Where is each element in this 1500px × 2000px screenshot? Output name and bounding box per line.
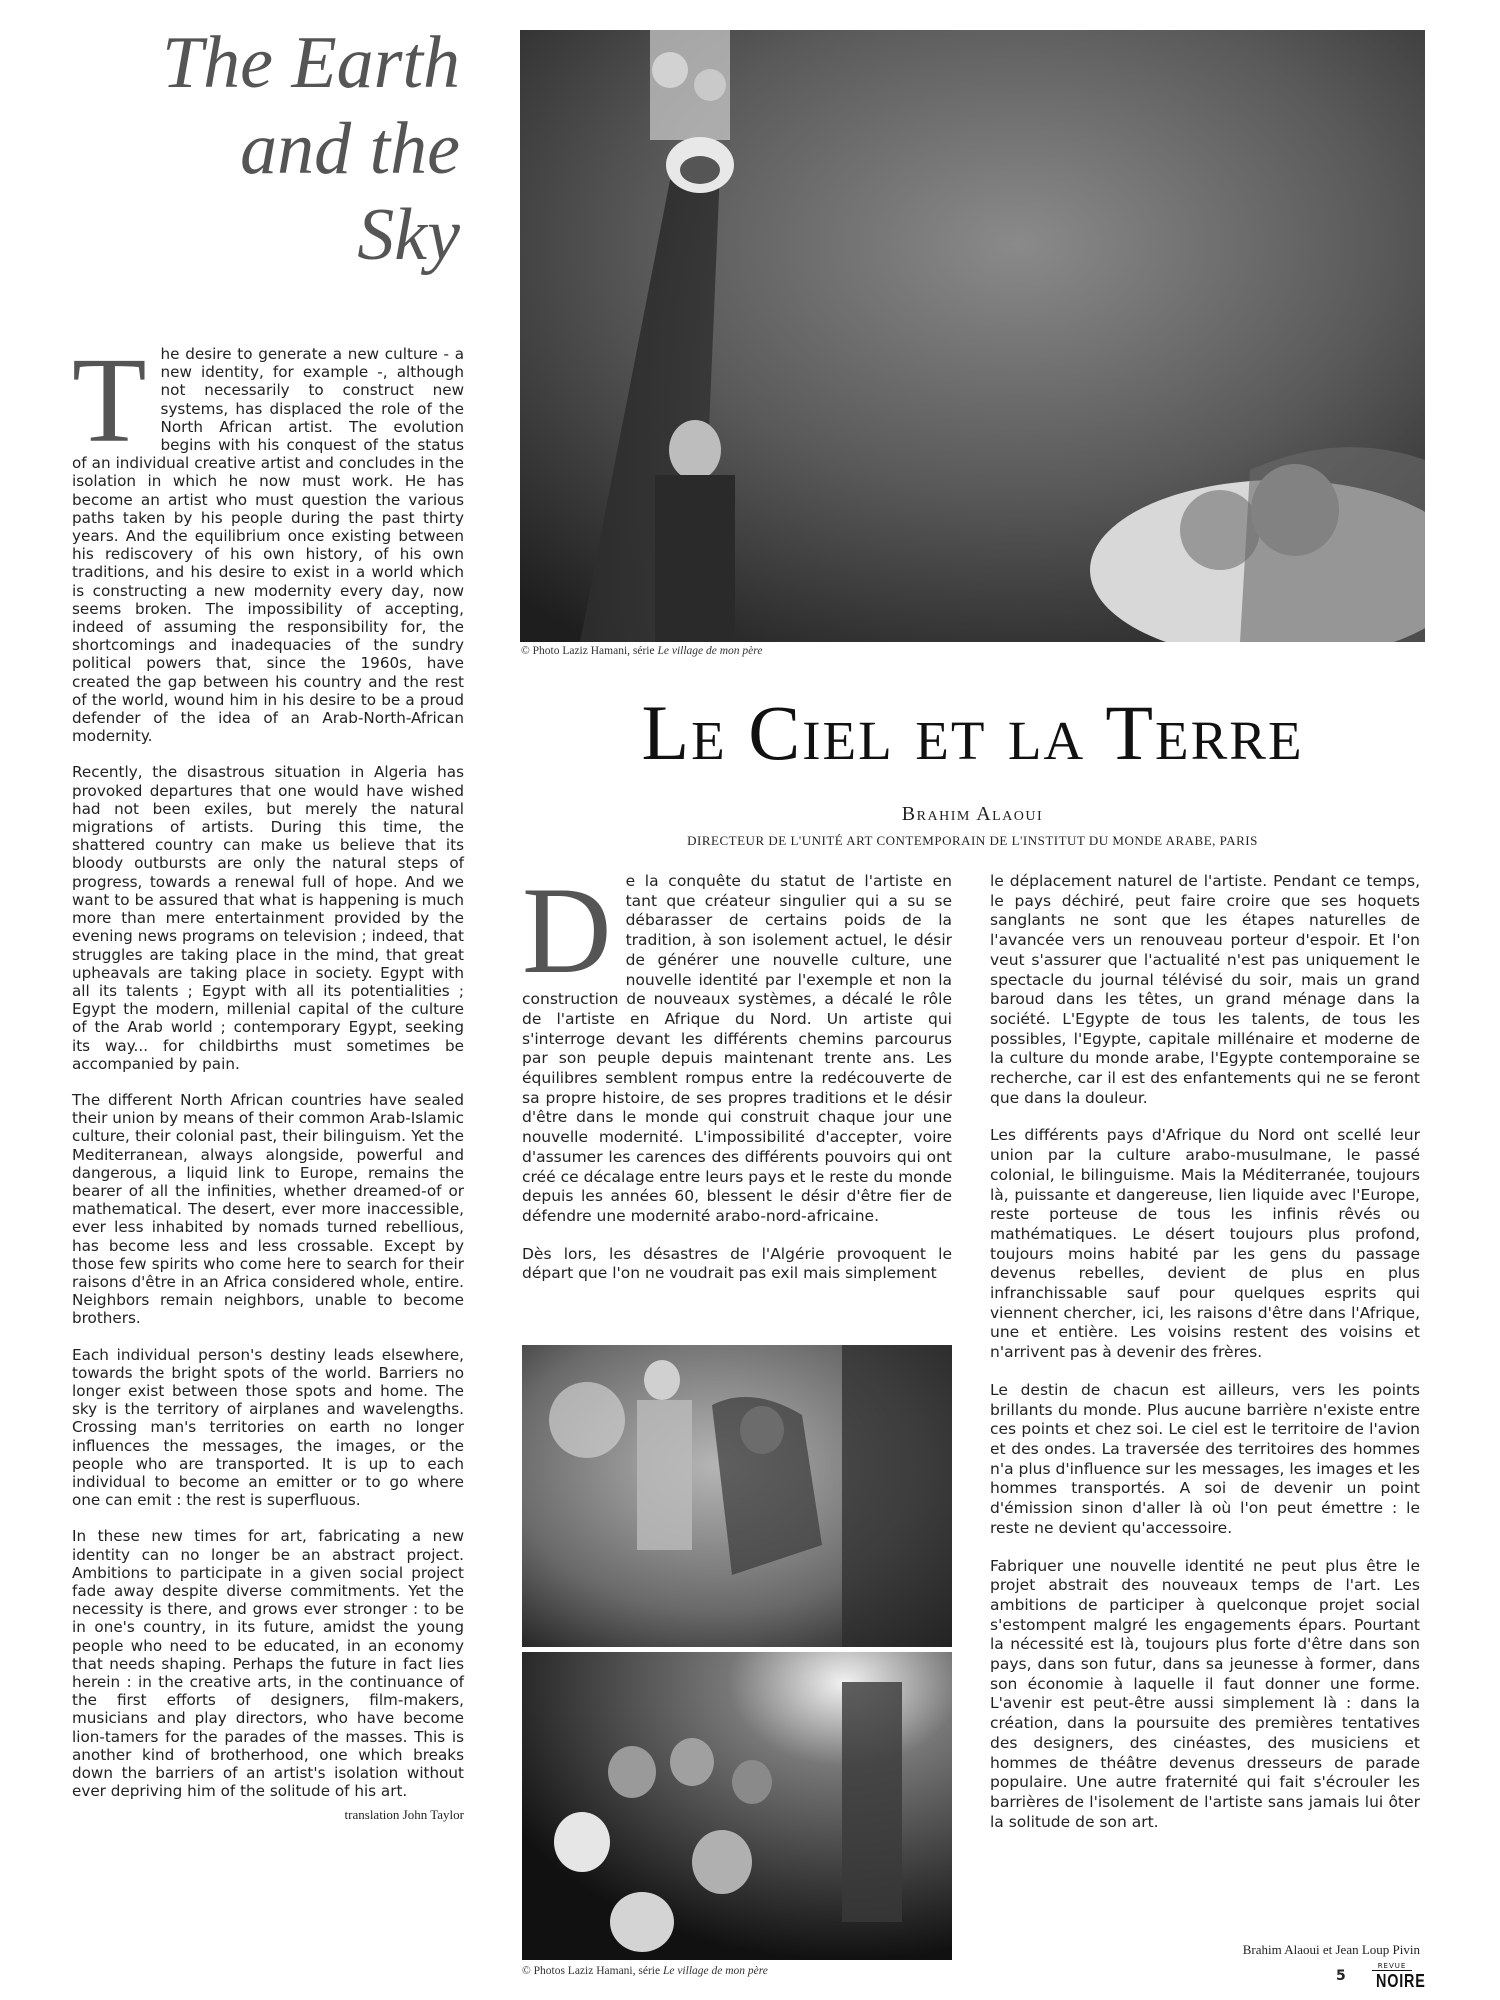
english-paragraph-1-text: he desire to generate a new culture - a new identity, for example -, although not necessarily to construct new systems, has displaced the role of the North African artist. The evolution begins with his conquest of the status of an individual creative artist and concludes in the isolation in which he now must work. He has become an artist who must question the various paths taken by his people during the past thirty years. And the equilibrium once existing between his rediscovery of his own history, of his own traditions, and his desire to exist in a world which is constructing a new modernity every day, now seems broken. The impossibility of accepting, indeed of assuming the responsibility for, the shortcomings and inadequacies of the sundry political powers that, since the 1960s, have created the gap between his country and the rest of the world, wound him in his desire to be a proud defender of the idea of an Arab-North-African modernity. xyxy=(72,345,464,746)
main-photo-image xyxy=(520,30,1425,642)
french-column-2 xyxy=(990,872,1420,1850)
logo-bottom-text: NOIRE xyxy=(1376,1971,1426,1991)
english-paragraph-3: The different North African countries have sealed their union by means of their common Arab-Islamic culture, their colonial past, their bilinguism. Yet the Mediterranean, always alongside, powerful and dangerous, a liquid link to Europe, remains the bearer of all the infinities, whether dreamed-of or mathematical. The desert, ever more inaccessible, ever less inhabited by nomads turned rebellious, has become less and less crossable. Except by those few spirits who come here to search for their raisons d'être in an Africa considered whole, entire. Neighbors remain neighbors, unable to become brothers. xyxy=(72,1090,464,1328)
main-caption-series: Le village de mon père xyxy=(657,645,763,657)
lower-caption-series: Le village de mon père xyxy=(662,1965,768,1977)
lower-photo-2-image xyxy=(522,1652,952,1960)
lower-photos-caption xyxy=(522,1965,768,1977)
page-number: 5 xyxy=(1336,1968,1346,1984)
french-author: Brahim Alaoui xyxy=(901,803,1044,825)
french-paragraph-4: Les différents pays d'Afrique du Nord ont scellé leur union par la culture arabo-musulmane, le passé colonial, le bilinguisme. Mais la Méditerranée, toujours là, puissante et dangereuse, lien liquide avec l'Europe, reste porteuse de tous les infinis rêvés ou mathématiques. Le désert toujours plus profond, toujours moins habité par les gens du passage devenus rebelles, devient de plus en plus infranchissable sauf pour quelques esprits qui viennent chercher, ici, les raisons d'être dans l'Afrique, une et entière. Les voisins restent des voisins et n'arrivent pas à devenir des frères. xyxy=(990,1126,1420,1362)
english-paragraph-4: Each individual person's destiny leads elsewhere, towards the bright spots of the world. Barriers no longer exist between those spots and home. The sky is the territory of airplanes and wavelengths. Crossing man's territories on earth no longer influences the messages, the images, or the people who are transported. It is up to each individual to become an emitter or to go where one can emit : the rest is superfluous. xyxy=(72,1345,464,1510)
main-caption-prefix: © Photo Laziz Hamani, série xyxy=(521,645,658,657)
english-paragraph-5: In these new times for art, fabricating a new identity can no longer be an abstract project. Ambitions to participate in a given social project fade away despite diverse commitments. Yet the necessity is there, and grows ever stronger : to be in one's country, in its future, amidst the young people who need to be educated, in an economy that needs shaping. Perhaps the future in fact lies herein : in the creative arts, in the continuance of the first efforts of designers, film-makers, musicians and play directors, who have become lion-tamers for the parades of the masses. This is another kind of brotherhood, one which breaks down the barriers of an artist's isolation without ever depriving him of the solitude of his art. xyxy=(72,1527,464,1801)
lower-photo-1-image xyxy=(522,1345,952,1647)
english-paragraph-2: Recently, the disastrous situation in Algeria has provoked departures that one would have wished had not been exiles, but merely the natural migrations of artists. During this time, the shattered country can make us believe that its bloody outbursts are only the natural steps of progress, towards a renewal full of hope. And we want to be assured that what is happening is much more than mere entertainment provided by the evening news programs on television ; indeed, that struggles are taking place in the mind, that great upheavals are taking place in society. Egypt with all its talents ; Egypt with all its potentialities ; Egypt the modern, millenial capital of the culture of the Arab world ; contemporary Egypt, seeking its way... for childbirths must sometimes be accompanied by pain. xyxy=(72,763,464,1073)
logo-top-text: REVUE xyxy=(1372,1962,1412,1971)
english-title-line-1: The Earth xyxy=(161,22,460,104)
lower-photo-2 xyxy=(522,1652,952,1960)
french-paragraph-2: Dès lors, les désastres de l'Algérie provoquent le départ que l'on ne voudrait pas exil mais simplement xyxy=(522,1244,952,1283)
french-column-1 xyxy=(522,862,952,1302)
french-paragraph-5: Le destin de chacun est ailleurs, vers les points brillants du monde. Plus aucune barrière n'existe entre ces points et chez soi. Le ciel est le territoire de l'avion et des ondes. La traversée des territoires des hommes n'a plus d'influence sur les messages, les images et les hommes transportés. A soi de devenir un point d'émission sinon d'aller là où l'on peut émettre : le reste ne devient qu'accessoire. xyxy=(990,1380,1420,1537)
main-photo-caption xyxy=(521,645,762,657)
french-paragraph-1-text: e la conquête du statut de l'artiste en tant que créateur singulier qui a su se débarasser de certains poids de la tradition, à son isolement actuel, le désir de générer une nouvelle culture, une nouvelle identité par l'exemple et non la construction de nouveaux systèmes, a décalé le rôle de l'artiste en Afrique du Nord. Un artiste qui s'interroge devant les différents chemins parcourus par son peuple depuis maintenant trente ans. Les équilibres semblent rompus entre la redécouverte de sa propre histoire, de ses propres traditions et le désir d'être dans le monde qui construit chaque jour une nouvelle modernité. L'impossibilité d'accepter, voire d'assumer les carences des différents pouvoirs qui ont créé ce décalage entre leurs pays et le reste du monde depuis les années 60, blessent le désir d'être fier de défendre une modernité arabo-nord-africaine. xyxy=(522,872,952,1225)
english-title xyxy=(60,20,460,278)
english-title-line-3: Sky xyxy=(357,194,460,276)
english-dropcap: T xyxy=(72,333,147,468)
english-title-line-2: and the xyxy=(240,108,460,190)
french-subtitle: DIRECTEUR DE L'UNITÉ ART CONTEMPORAIN DE L'INSTITUT DU MONDE ARABE, PARIS xyxy=(687,833,1258,848)
revue-noire-logo xyxy=(1372,1962,1426,1992)
article-signature: Brahim Alaoui et Jean Loup Pivin xyxy=(1242,1942,1420,1957)
french-dropcap: D xyxy=(522,862,612,999)
translation-credit: translation John Taylor xyxy=(344,1807,464,1823)
main-photo xyxy=(520,30,1425,642)
french-title: Le Ciel et la Terre xyxy=(641,689,1304,776)
english-paragraph-1 xyxy=(72,333,464,746)
lower-photo-1 xyxy=(522,1345,952,1647)
english-article xyxy=(72,333,464,1825)
french-paragraph-6: Fabriquer une nouvelle identité ne peut plus être le projet abstrait des nouveaux temps de l'art. Les ambitions de participer à quelconque projet social s'estompent malgré les engagements épars. Pourtant la nécessité est là, toujours plus forte d'être dans son pays, dans son futur, dans sa jeunesse à former, dans son économie à laquelle il faut donner une forme. L'avenir est peut-être aussi simplement là : dans la création, dans la poursuite des premières tentatives des designers, des cinéastes, des musiciens et hommes de théâtre devenus dresseurs de parade populaire. Une autre fraternité qui fait s'écrouler les barrières de l'isolement de l'artiste sans jamais lui ôter la solitude de son art. xyxy=(990,1556,1420,1831)
french-paragraph-1 xyxy=(522,862,952,1227)
lower-caption-prefix: © Photos Laziz Hamani, série xyxy=(522,1965,663,1977)
french-paragraph-3: le déplacement naturel de l'artiste. Pendant ce temps, le pays déchiré, peut faire croire que ses hoquets sanglants ne sont que les étapes naturelles de l'avancée vers un renouveau porteur d'espoir. Et l'on veut s'assurer que l'actualité n'est pas uniquement le spectacle du journal télévisé du soir, mais un grand baroud dans les têtes, un grand ménage dans la société. L'Egypte de tous les talents, de tous les possibles, l'Egypte, capitale millénaire et moderne de la culture du monde arabe, l'Egypte contemporaine se recherche, car il est des enfantements qui ne se feront que dans la douleur. xyxy=(990,872,1420,1107)
